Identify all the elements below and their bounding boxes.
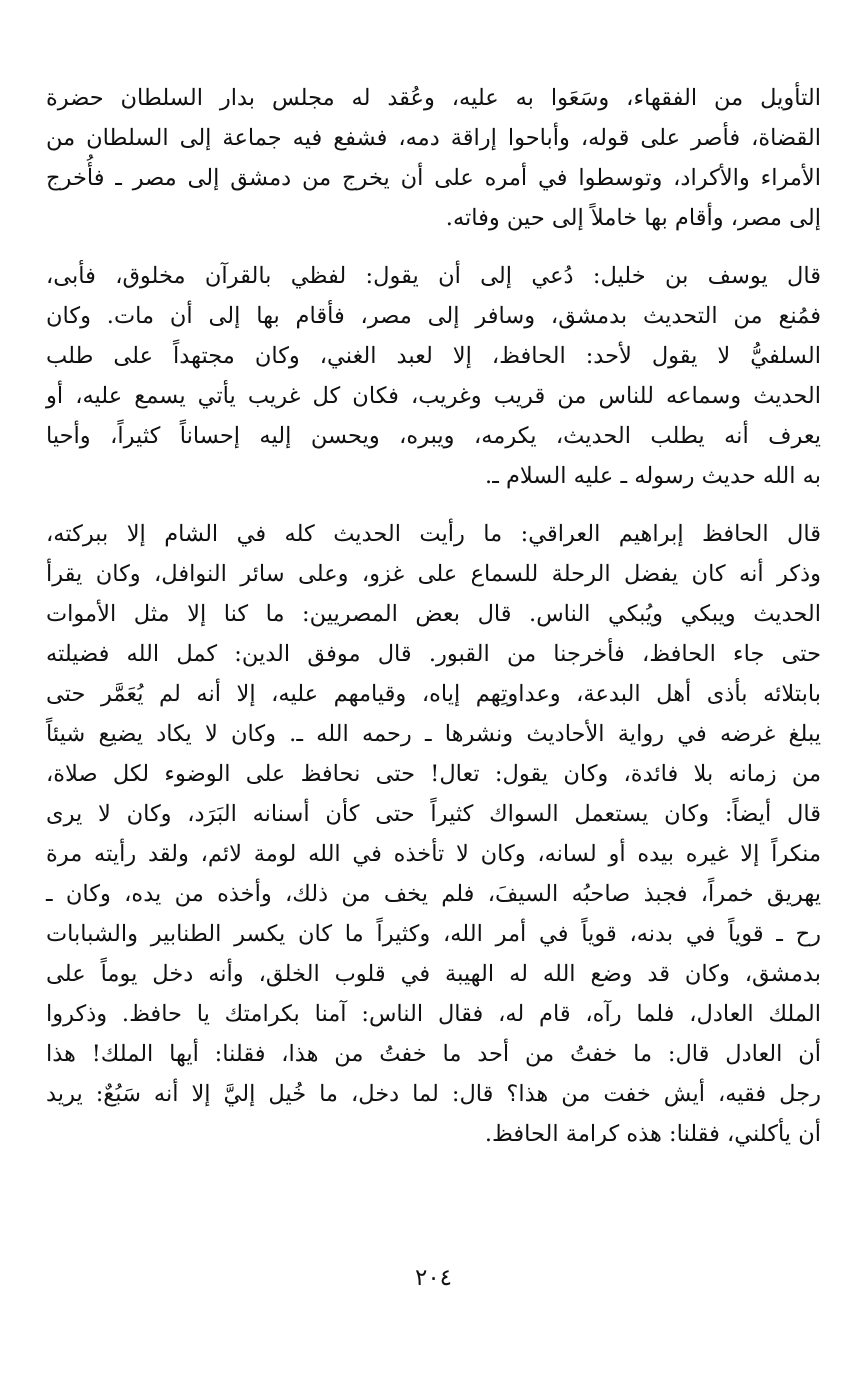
text-line: فمُنع من التحديث بدمشق، وسافر إلى مصر، فأقام بها إلى أن مات. وكان <box>46 303 821 329</box>
text-line: يبلغ غرضه في رواية الأحاديث ونشرها ـ رحمه الله ـ. وكان لا يكاد يضيع شيئاً <box>46 721 821 747</box>
text-line: يهريق خمراً، فجبذ صاحبُه السيفَ، فلم يخف من ذلك، وأخذه من يده، وكان ـ <box>46 881 821 907</box>
body-text <box>46 78 821 1154</box>
paragraph-gap <box>46 238 821 256</box>
text-line: أن يأكلني، فقلنا: هذه كرامة الحافظ. <box>484 1121 821 1147</box>
text-line: الملك العادل، فلما رآه، قام له، فقال الناس: آمنا بكرامتك يا حافظ. وذكروا <box>46 1001 821 1027</box>
page-number: ٢٠٤ <box>414 1265 453 1291</box>
text-line: إلى مصر، وأقام بها خاملاً إلى حين وفاته. <box>445 205 821 231</box>
text-line: من زمانه بلا فائدة، وكان يقول: تعال! حتى نحافظ على الوضوء لكل صلاة، <box>46 761 821 787</box>
paragraph-2 <box>46 256 821 496</box>
text-line: رح ـ قوياً في بدنه، قوياً في أمر الله، وكثيراً ما كان يكسر الطنابير والشبابات <box>46 921 821 947</box>
paragraph-3 <box>46 514 821 1154</box>
text-line: منكراً إلا غيره بيده أو لسانه، وكان لا تأخذه في الله لومة لائم، ولقد رأيته مرة <box>46 841 821 867</box>
text-line: الحديث ويبكي ويُبكي الناس. قال بعض المصريين: ما كنا إلا مثل الأموات <box>46 601 821 627</box>
text-line: حتى جاء الحافظ، فأخرجنا من القبور. قال موفق الدين: كمل الله فضيلته <box>46 641 821 667</box>
text-line: الحديث وسماعه للناس من قريب وغريب، فكان كل غريب يأتي يسمع عليه، أو <box>46 383 821 409</box>
paragraph-gap <box>46 496 821 514</box>
text-line: الأمراء والأكراد، وتوسطوا في أمره على أن يخرج من دمشق إلى مصر ـ فأُخرج <box>46 165 821 191</box>
text-line: بابتلائه بأذى أهل البدعة، وعداوتِهم إياه، وقيامهم عليه، إلا أنه لم يُعَمَّر حتى <box>46 681 821 707</box>
paragraph-1 <box>46 78 821 238</box>
text-line: قال أيضاً: وكان يستعمل السواك كثيراً حتى كأن أسنانه البَرَد، وكان لا يرى <box>46 801 821 827</box>
text-line: يعرف أنه يطلب الحديث، يكرمه، ويبره، ويحسن إليه إحساناً كثيراً، وأحيا <box>46 423 821 449</box>
text-line: به الله حديث رسوله ـ عليه السلام ـ. <box>485 463 821 489</box>
text-line: القضاة، فأصر على قوله، وأباحوا إراقة دمه، فشفع فيه جماعة إلى السلطان من <box>46 125 821 151</box>
text-line: السلفيُّ لا يقول لأحد: الحافظ، إلا لعبد الغني، وكان مجتهداً على طلب <box>46 343 821 369</box>
text-line: قال الحافظ إبراهيم العراقي: ما رأيت الحديث كله في الشام إلا ببركته، <box>46 521 821 547</box>
text-line: وذكر أنه كان يفضل الرحلة للسماع على غزو، وعلى سائر النوافل، وكان يقرأ <box>46 561 821 587</box>
text-line: رجل فقيه، أيش خفت من هذا؟ قال: لما دخل، ما خُيل إليَّ إلا أنه سَبُعٌ: يريد <box>46 1081 821 1107</box>
text-line: بدمشق، وكان قد وضع الله له الهيبة في قلوب الخلق، وأنه دخل يوماً على <box>46 961 821 987</box>
text-line: قال يوسف بن خليل: دُعي إلى أن يقول: لفظي بالقرآن مخلوق، فأبى، <box>46 263 821 289</box>
text-line: التأويل من الفقهاء، وسَعَوا به عليه، وعُقد له مجلس بدار السلطان حضرة <box>46 85 821 111</box>
text-line: أن العادل قال: ما خفتُ من أحد ما خفتُ من هذا، فقلنا: أيها الملك! هذا <box>46 1041 821 1067</box>
